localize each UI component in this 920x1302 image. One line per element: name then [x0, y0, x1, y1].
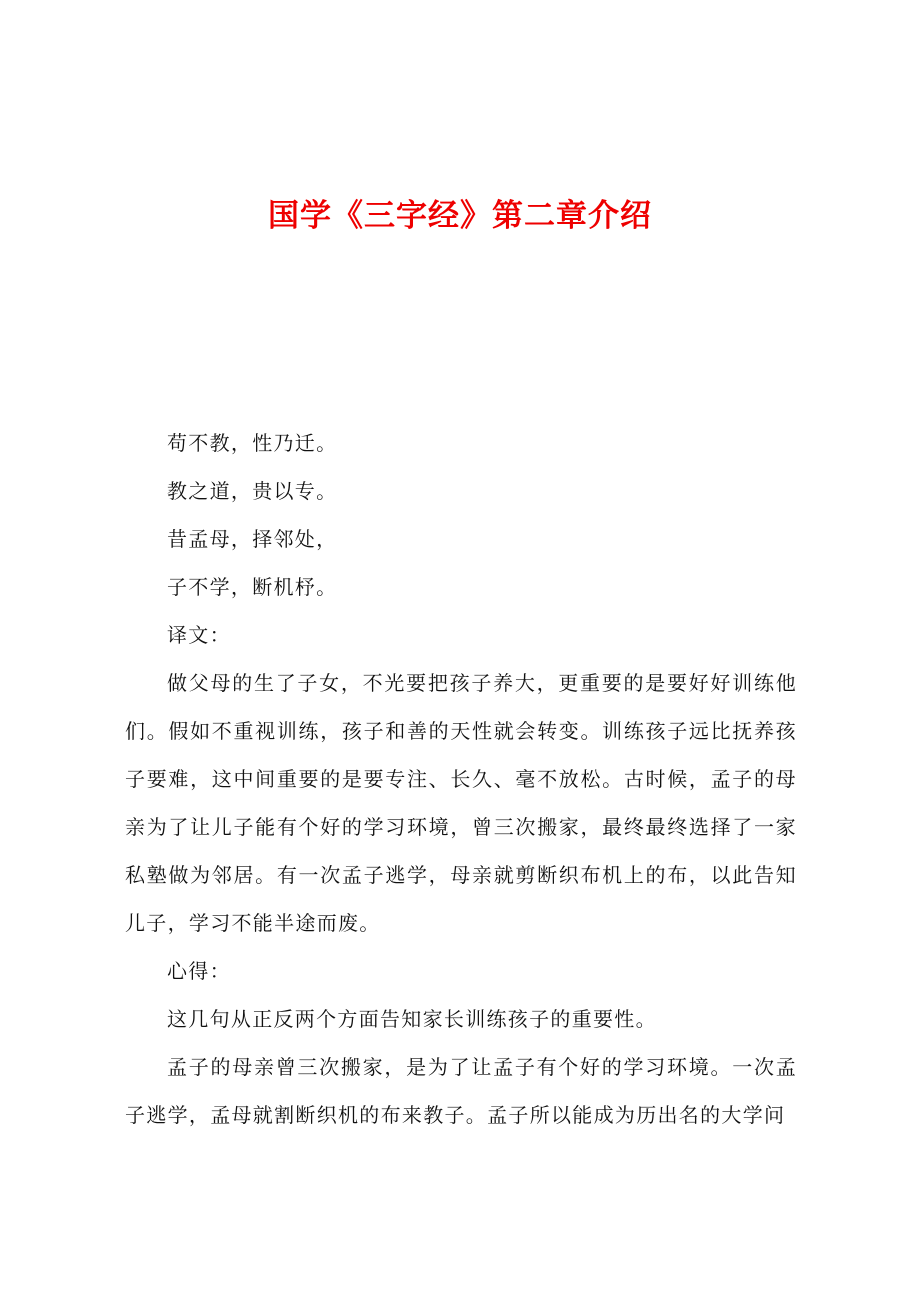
insight-paragraph: 这几句从正反两个方面告知家长训练孩子的重要性。	[167, 1007, 657, 1031]
document-body	[125, 419, 797, 1139]
verse-line: 教之道，贵以专。	[167, 479, 338, 503]
section-heading-translation: 译文：	[167, 623, 231, 647]
verse-line: 子不学，断机杼。	[167, 575, 338, 599]
verse-line: 昔孟母，择邻处，	[167, 527, 338, 551]
insight-paragraph: 孟子的母亲曾三次搬家，是为了让孟子有个好的学习环境。一次孟子逃学，孟母就割断织机的布来教子。孟子所以能成为历出名的大学问	[125, 1055, 797, 1127]
document-title: 国学《三字经》第二章介绍	[268, 198, 652, 234]
verse-line: 苟不教，性乃迁。	[167, 431, 338, 455]
translation-paragraph: 做父母的生了子女，不光要把孩子养大，更重要的是要好好训练他们。假如不重视训练，孩子和善的天性就会转变。训练孩子远比抚养孩子要难，这中间重要的是要专注、长久、毫不放松。古时候，孟子的母亲为了让儿子能有个好的学习环境，曾三次搬家，最终最终选择了一家私塾做为邻居。有一次孟子逃学，母亲就剪断织布机上的布，以此告知儿子，学习不能半途而废。	[125, 671, 797, 935]
section-heading-insight: 心得：	[167, 959, 231, 983]
